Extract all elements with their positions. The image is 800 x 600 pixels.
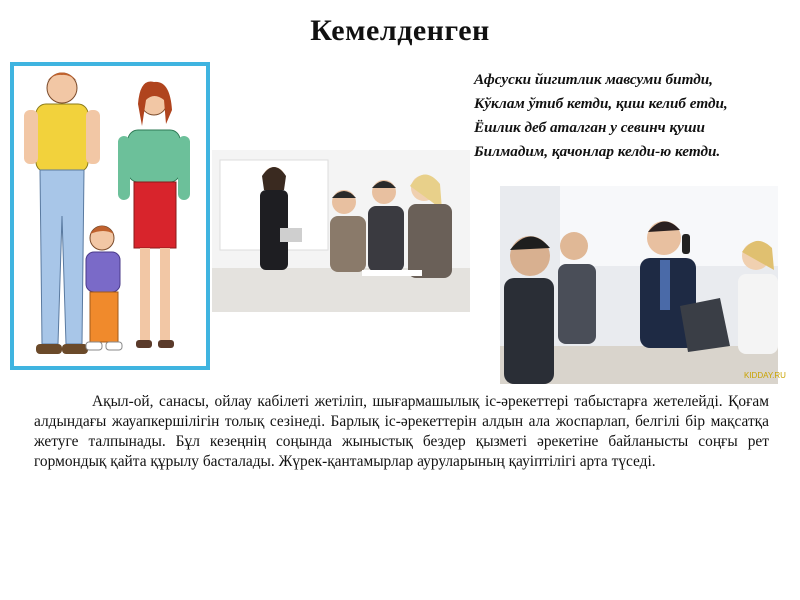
poem-line: Афсуски йигитлик мавсуми битди,: [474, 71, 713, 88]
office-meeting-photo: [212, 150, 470, 312]
poem-line: Ёшлик деб аталган у севинч қуши: [474, 119, 705, 136]
main-paragraph: [34, 392, 769, 472]
family-drawing: [14, 66, 206, 366]
page-title: Кемелденген: [310, 14, 490, 47]
business-call-drawing: [500, 186, 786, 384]
poem-line: Кўклам ўтиб кетди, қиш келиб етди,: [474, 95, 728, 112]
business-call-photo: [500, 186, 786, 384]
poem: [474, 68, 794, 164]
office-meeting-drawing: [212, 150, 470, 312]
watermark-text: KIDDAY.RU: [744, 371, 786, 380]
paragraph-text: Ақыл-ой, санасы, ойлау кабілеті жетіліп, шығармашылық іс-әрекеттері табыстарға жетелейді. Қоғам алдындағы жауапкершілігін толық сезінеді. Барлық іс-әрекеттерін алдын ала жоспарлап, белгілі бір мақсатқа жетуге талпынады. Бұл кезеңнің соңында жыныстық бездер қызметі әрекетіне байланысты соңғы рет гормондық қайта құрылу басталады. Жүрек-қантамырлар ауруларының қауіптілігі арта түседі.: [34, 393, 769, 470]
poem-line: Билмадим, қачонлар келди-ю кетди.: [474, 143, 721, 160]
family-illustration: [10, 62, 210, 370]
